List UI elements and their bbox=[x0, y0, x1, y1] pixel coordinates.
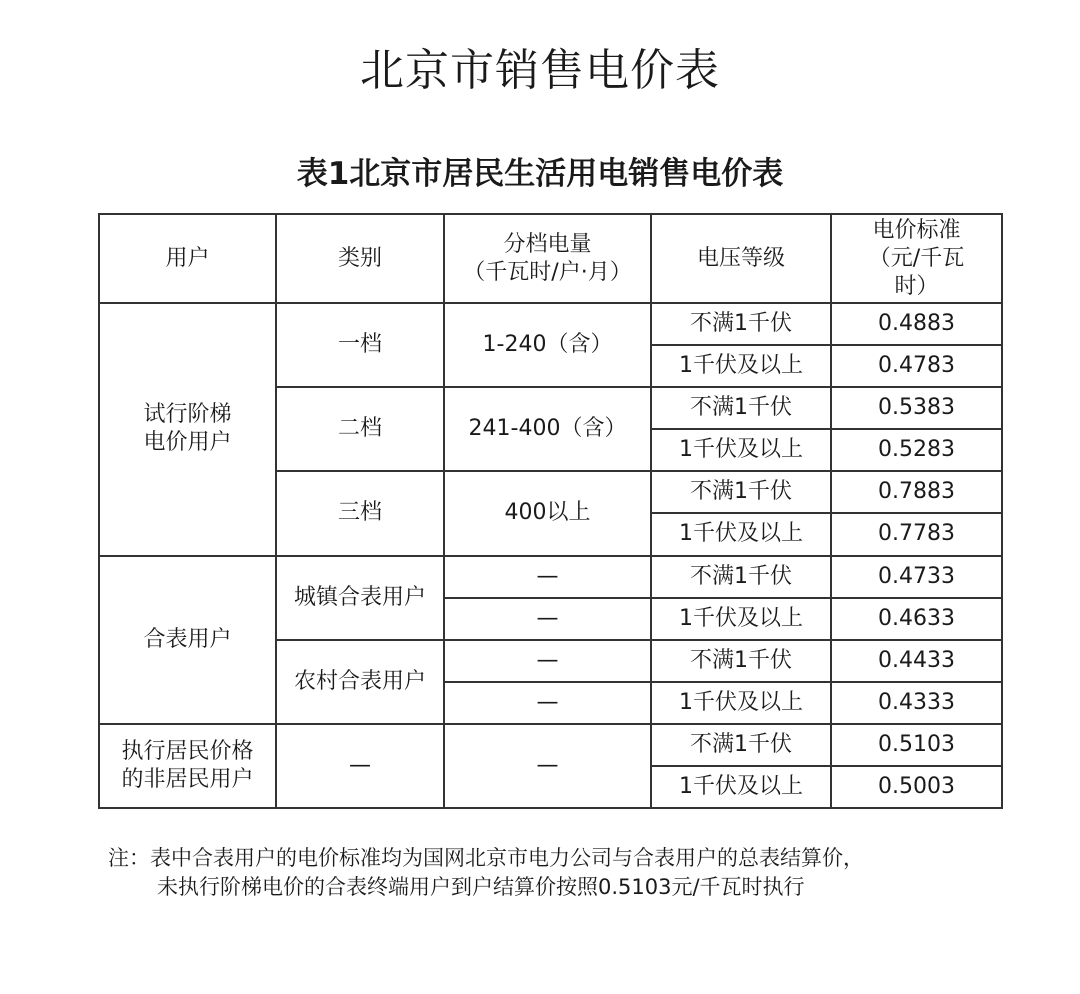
group-tiered-line1: 试行阶梯 bbox=[143, 402, 232, 428]
tier-range-3: 400以上 bbox=[444, 471, 651, 555]
tier-dash: — bbox=[444, 682, 651, 724]
group-combined: 合表用户 bbox=[99, 556, 276, 724]
header-price-line1: 电价标准 bbox=[872, 217, 961, 243]
category-rural: 农村合表用户 bbox=[276, 640, 444, 724]
tier-dash: — bbox=[444, 556, 651, 598]
voltage-cell: 不满1千伏 bbox=[651, 303, 831, 345]
price-cell: 0.5283 bbox=[831, 429, 1002, 471]
category-urban: 城镇合表用户 bbox=[276, 556, 444, 640]
price-cell: 0.4633 bbox=[831, 598, 1002, 640]
price-cell: 0.5383 bbox=[831, 387, 1002, 429]
header-voltage: 电压等级 bbox=[651, 214, 831, 303]
voltage-cell: 1千伏及以上 bbox=[651, 598, 831, 640]
price-cell: 0.4333 bbox=[831, 682, 1002, 724]
group-nonres-line2: 的非居民用户 bbox=[121, 766, 254, 792]
group-nonres-line1: 执行居民价格 bbox=[121, 738, 254, 764]
price-cell: 0.4733 bbox=[831, 556, 1002, 598]
group-tiered-line2: 电价用户 bbox=[143, 430, 232, 456]
table-header-row bbox=[99, 214, 1002, 303]
table-title: 表1北京市居民生活用电销售电价表 bbox=[296, 156, 784, 192]
table-row bbox=[99, 303, 1002, 345]
price-table bbox=[98, 213, 1003, 809]
voltage-cell: 不满1千伏 bbox=[651, 724, 831, 766]
group-tiered bbox=[99, 303, 276, 555]
price-cell: 0.4783 bbox=[831, 345, 1002, 387]
footnote-line2: 未执行阶梯电价的合表终端用户到户结算价按照0.5103元/千瓦时执行 bbox=[157, 875, 805, 899]
header-price-line2: （元/千瓦 bbox=[868, 245, 965, 271]
price-cell: 0.4433 bbox=[831, 640, 1002, 682]
header-user: 用户 bbox=[99, 214, 276, 303]
header-tier bbox=[444, 214, 651, 303]
footnote bbox=[108, 844, 864, 902]
header-tier-line1: 分档电量 bbox=[503, 231, 592, 257]
tier-dash: — bbox=[444, 598, 651, 640]
category-tier3: 三档 bbox=[276, 471, 444, 555]
group-nonresidential bbox=[99, 724, 276, 808]
page-title: 北京市销售电价表 bbox=[360, 45, 720, 96]
price-cell: 0.7883 bbox=[831, 471, 1002, 513]
header-tier-line2: （千瓦时/户·月） bbox=[463, 259, 632, 285]
voltage-cell: 不满1千伏 bbox=[651, 471, 831, 513]
voltage-cell: 1千伏及以上 bbox=[651, 682, 831, 724]
category-nonres-dash: — bbox=[276, 724, 444, 808]
voltage-cell: 不满1千伏 bbox=[651, 387, 831, 429]
header-price bbox=[831, 214, 1002, 303]
table-row bbox=[99, 556, 1002, 598]
footnote-line1: 注：表中合表用户的电价标准均为国网北京市电力公司与合表用户的总表结算价， bbox=[108, 846, 864, 870]
voltage-cell: 不满1千伏 bbox=[651, 640, 831, 682]
category-tier2: 二档 bbox=[276, 387, 444, 471]
voltage-cell: 1千伏及以上 bbox=[651, 513, 831, 555]
price-cell: 0.5103 bbox=[831, 724, 1002, 766]
tier-range-1: 1-240（含） bbox=[444, 303, 651, 387]
voltage-cell: 1千伏及以上 bbox=[651, 766, 831, 808]
price-cell: 0.7783 bbox=[831, 513, 1002, 555]
voltage-cell: 1千伏及以上 bbox=[651, 429, 831, 471]
voltage-cell: 1千伏及以上 bbox=[651, 345, 831, 387]
header-price-line3: 时） bbox=[894, 273, 939, 299]
table-row bbox=[99, 724, 1002, 766]
header-category: 类别 bbox=[276, 214, 444, 303]
price-cell: 0.4883 bbox=[831, 303, 1002, 345]
price-cell: 0.5003 bbox=[831, 766, 1002, 808]
tier-range-2: 241-400（含） bbox=[444, 387, 651, 471]
category-tier1: 一档 bbox=[276, 303, 444, 387]
tier-nonres-dash: — bbox=[444, 724, 651, 808]
tier-dash: — bbox=[444, 640, 651, 682]
voltage-cell: 不满1千伏 bbox=[651, 556, 831, 598]
